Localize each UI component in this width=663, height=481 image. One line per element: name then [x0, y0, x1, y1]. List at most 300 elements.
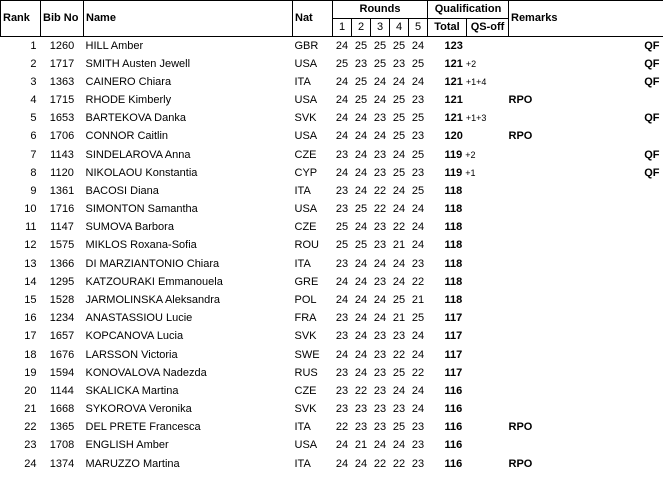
round-5-score-cell: 24: [411, 239, 425, 252]
round-5-score-cell: 23: [411, 439, 425, 452]
total-value: 118: [444, 257, 463, 270]
round-1-score-cell: 24: [335, 166, 349, 179]
round-3-score-cell: 23: [373, 221, 387, 234]
rank-cell: 16: [24, 312, 37, 325]
nation-cell: USA: [294, 130, 318, 143]
total-cell: [428, 437, 509, 455]
rank-cell: 1: [30, 39, 37, 52]
round-2-score-cell: 25: [354, 75, 368, 88]
remark-cell: [509, 73, 605, 91]
round-4-score-cell: 25: [392, 94, 406, 107]
table-row: [1, 273, 663, 291]
total-value: 118: [444, 293, 463, 306]
total-value: 118: [444, 239, 463, 252]
round-5-score-cell: 22: [411, 275, 425, 288]
remark-cell: [509, 400, 605, 418]
round-1-score-cell: 23: [335, 257, 349, 270]
round-4-score-cell: 23: [392, 403, 406, 416]
round-1-score-cell: 23: [335, 184, 349, 197]
remark-cell: [509, 55, 605, 73]
qualified-mark-cell: [605, 328, 663, 346]
table-row: [1, 346, 663, 364]
table-row: [1, 73, 663, 91]
total-cell: [428, 219, 509, 237]
rank-cell: 14: [24, 275, 37, 288]
round-2-score-cell: 24: [354, 112, 368, 125]
table-row: [1, 219, 663, 237]
remark-cell: [509, 346, 605, 364]
nation-cell: ITA: [294, 457, 311, 470]
qs-off-value: +1+3: [465, 113, 487, 124]
total-cell: [428, 382, 509, 400]
qualification-header: Qualification: [428, 1, 509, 19]
remark-cell: [509, 382, 605, 400]
table-row: [1, 291, 663, 309]
table-row: [1, 437, 663, 455]
round-3-score-cell: 22: [373, 457, 387, 470]
nation-cell: CZE: [294, 148, 317, 161]
round-1-header: 1: [333, 19, 352, 37]
total-value: 120: [444, 130, 463, 143]
round-1-score-cell: 24: [335, 112, 349, 125]
round-4-score-cell: 24: [392, 75, 406, 88]
round-4-header: 4: [390, 19, 409, 37]
bib-cell: 1708: [49, 439, 75, 452]
round-3-score-cell: 22: [373, 184, 387, 197]
total-cell: [428, 364, 509, 382]
athlete-name-cell: BARTEKOVA Danka: [85, 112, 186, 125]
total-value: 118: [444, 184, 463, 197]
round-2-score-cell: 24: [354, 221, 368, 234]
rank-cell: 24: [24, 457, 37, 470]
remark-cell: [509, 37, 605, 56]
qualified-mark-cell: [605, 201, 663, 219]
table-row: [1, 37, 663, 56]
round-1-score-cell: 25: [335, 221, 349, 234]
round-1-score-cell: 23: [335, 330, 349, 343]
rank-cell: 20: [24, 384, 37, 397]
round-2-score-cell: 24: [354, 275, 368, 288]
total-cell: [428, 273, 509, 291]
round-3-score-cell: 23: [373, 348, 387, 361]
round-5-score-cell: 25: [411, 312, 425, 325]
round-1-score-cell: 22: [335, 421, 349, 434]
qualified-mark-cell: [605, 437, 663, 455]
round-5-score-cell: 25: [411, 148, 425, 161]
nation-cell: ITA: [294, 421, 311, 434]
athlete-name-cell: LARSSON Victoria: [85, 348, 178, 361]
qualified-mark-cell: [605, 291, 663, 309]
round-3-score-cell: 23: [373, 330, 387, 343]
rank-cell: 10: [24, 203, 37, 216]
qualified-mark-cell: [605, 400, 663, 418]
round-5-score-cell: 23: [411, 421, 425, 434]
table-row: [1, 419, 663, 437]
round-5-score-cell: 22: [411, 366, 425, 379]
total-value: 119: [444, 148, 463, 161]
bib-cell: 1374: [49, 457, 75, 470]
round-2-header: 2: [352, 19, 371, 37]
round-2-score-cell: 24: [354, 293, 368, 306]
bib-cell: 1295: [49, 275, 75, 288]
athlete-name-cell: ANASTASSIOU Lucie: [85, 312, 193, 325]
table-row: [1, 237, 663, 255]
total-cell: [428, 146, 509, 164]
athlete-name-cell: JARMOLINSKA Aleksandra: [85, 293, 221, 306]
bib-cell: 1365: [49, 421, 75, 434]
nation-cell: SVK: [294, 403, 317, 416]
round-1-score-cell: 23: [335, 203, 349, 216]
round-2-score-cell: 24: [354, 257, 368, 270]
round-2-score-cell: 24: [354, 184, 368, 197]
round-1-score-cell: 23: [335, 148, 349, 161]
round-1-score-cell: 24: [335, 94, 349, 107]
qualified-mark-cell: [605, 346, 663, 364]
rank-header: Rank: [1, 1, 41, 37]
athlete-name-cell: SIMONTON Samantha: [85, 203, 198, 216]
round-3-score-cell: 23: [373, 403, 387, 416]
round-3-score-cell: 23: [373, 384, 387, 397]
bib-cell: 1717: [49, 57, 75, 70]
qsoff-header: QS-off: [467, 19, 509, 37]
qualified-mark-cell: QF: [644, 148, 660, 161]
round-5-score-cell: 23: [411, 94, 425, 107]
remark-cell: [509, 328, 605, 346]
athlete-name-cell: SMITH Austen Jewell: [85, 57, 191, 70]
bib-cell: 1144: [50, 384, 74, 397]
round-5-score-cell: 25: [411, 184, 425, 197]
total-value: 117: [444, 330, 463, 343]
remark-cell: [509, 146, 605, 164]
qualified-mark-cell: QF: [644, 75, 660, 88]
bib-cell: 1668: [49, 403, 75, 416]
round-3-score-cell: 24: [373, 75, 387, 88]
athlete-name-cell: HILL Amber: [85, 39, 144, 52]
round-5-score-cell: 24: [411, 348, 425, 361]
bib-cell: 1594: [49, 366, 75, 379]
qualified-mark-cell: QF: [644, 166, 660, 179]
round-5-score-cell: 21: [411, 293, 425, 306]
table-row: [1, 92, 663, 110]
total-cell: [428, 128, 509, 146]
round-1-score-cell: 24: [335, 130, 349, 143]
round-4-score-cell: 25: [392, 366, 406, 379]
round-1-score-cell: 24: [335, 439, 349, 452]
nation-cell: SWE: [294, 348, 320, 361]
round-4-score-cell: 24: [392, 275, 406, 288]
table-row: [1, 255, 663, 273]
total-cell: [428, 164, 509, 182]
nation-cell: ITA: [294, 75, 311, 88]
round-2-score-cell: 24: [354, 366, 368, 379]
nation-cell: CZE: [294, 384, 317, 397]
round-2-score-cell: 23: [354, 421, 368, 434]
round-1-score-cell: 23: [335, 366, 349, 379]
rank-cell: 12: [24, 239, 37, 252]
bib-cell: 1234: [49, 312, 75, 325]
round-4-score-cell: 21: [392, 312, 406, 325]
total-value: 116: [444, 403, 463, 416]
qualified-mark-cell: [605, 382, 663, 400]
remark-cell: [509, 201, 605, 219]
round-5-score-cell: 23: [411, 257, 425, 270]
round-1-score-cell: 24: [335, 457, 349, 470]
round-2-score-cell: 25: [354, 94, 368, 107]
round-3-score-cell: 24: [373, 130, 387, 143]
total-value: 119: [444, 166, 463, 179]
bib-cell: 1575: [49, 239, 75, 252]
total-value: 118: [444, 221, 463, 234]
rank-cell: 17: [24, 330, 37, 343]
qualified-mark-cell: [605, 92, 663, 110]
athlete-name-cell: KOPCANOVA Lucia: [85, 330, 184, 343]
athlete-name-cell: CAINERO Chiara: [85, 75, 172, 88]
round-1-score-cell: 23: [335, 312, 349, 325]
rank-cell: 9: [30, 184, 37, 197]
qualified-mark-cell: [605, 182, 663, 200]
athlete-name-cell: SYKOROVA Veronika: [85, 403, 192, 416]
table-row: [1, 55, 663, 73]
round-4-score-cell: 23: [392, 330, 406, 343]
qualified-mark-cell: QF: [644, 112, 660, 125]
round-2-score-cell: 24: [354, 457, 368, 470]
round-4-score-cell: 24: [392, 384, 406, 397]
round-4-score-cell: 22: [392, 348, 406, 361]
round-5-score-cell: 25: [411, 112, 425, 125]
qs-off-value: +1: [465, 167, 476, 178]
total-cell: [428, 92, 509, 110]
table-row: [1, 364, 663, 382]
total-value: 116: [444, 457, 463, 470]
nation-cell: USA: [294, 203, 318, 216]
athlete-name-cell: BACOSI Diana: [85, 184, 159, 197]
rank-cell: 8: [30, 166, 37, 179]
total-cell: [428, 182, 509, 200]
rank-cell: 21: [24, 403, 37, 416]
round-1-score-cell: 24: [335, 39, 349, 52]
qualified-mark-cell: QF: [644, 39, 660, 52]
table-row: [1, 201, 663, 219]
round-1-score-cell: 23: [335, 403, 349, 416]
round-2-score-cell: 24: [354, 148, 368, 161]
round-2-score-cell: 25: [354, 239, 368, 252]
bib-cell: 1653: [49, 112, 75, 125]
table-row: [1, 146, 663, 164]
qs-off-value: +2: [465, 149, 476, 160]
athlete-name-cell: RHODE Kimberly: [85, 94, 172, 107]
rank-cell: 7: [30, 148, 37, 161]
round-4-score-cell: 25: [392, 166, 406, 179]
qualified-mark-cell: [605, 219, 663, 237]
qualified-mark-cell: [605, 273, 663, 291]
round-3-score-cell: 23: [373, 148, 387, 161]
remarks-header: Remarks: [509, 1, 663, 37]
table-body: [1, 37, 663, 474]
remark-cell: [509, 237, 605, 255]
round-4-score-cell: 24: [392, 203, 406, 216]
round-4-score-cell: 22: [392, 221, 406, 234]
total-cell: [428, 255, 509, 273]
round-4-score-cell: 21: [392, 239, 406, 252]
total-cell: [428, 37, 509, 56]
total-cell: [428, 201, 509, 219]
remark-cell: [509, 310, 605, 328]
round-3-header: 3: [371, 19, 390, 37]
round-3-score-cell: 25: [373, 39, 387, 52]
bib-cell: 1706: [49, 130, 75, 143]
round-2-score-cell: 24: [354, 348, 368, 361]
total-cell: [428, 291, 509, 309]
athlete-name-cell: SKALICKA Martina: [85, 384, 179, 397]
qualified-mark-cell: QF: [644, 57, 660, 70]
qualified-mark-cell: [605, 455, 663, 473]
total-value: 116: [444, 439, 463, 452]
round-5-score-cell: 24: [411, 330, 425, 343]
bib-cell: 1363: [49, 75, 75, 88]
total-value: 117: [444, 348, 463, 361]
round-2-score-cell: 22: [354, 384, 368, 397]
table-row: [1, 400, 663, 418]
round-3-score-cell: 24: [373, 94, 387, 107]
nation-cell: CZE: [294, 221, 317, 234]
athlete-name-cell: CONNOR Caitlin: [85, 130, 169, 143]
qs-off-value: +2: [465, 58, 477, 69]
bib-cell: 1657: [49, 330, 75, 343]
rank-cell: 13: [24, 257, 37, 270]
round-3-score-cell: 23: [373, 166, 387, 179]
remark-cell: RPO: [508, 421, 533, 434]
total-value: 121: [444, 112, 463, 125]
athlete-name-cell: DEL PRETE Francesca: [85, 421, 201, 434]
table-row: [1, 328, 663, 346]
rounds-header: Rounds: [333, 1, 428, 19]
remark-cell: [509, 291, 605, 309]
nation-cell: FRA: [294, 312, 317, 325]
nation-cell: POL: [294, 293, 317, 306]
athlete-name-cell: MARUZZO Martina: [85, 457, 180, 470]
total-header: Total: [428, 19, 467, 37]
remark-cell: RPO: [508, 130, 533, 143]
round-1-score-cell: 24: [335, 275, 349, 288]
bib-header: Bib No: [41, 1, 84, 37]
rank-cell: 18: [24, 348, 37, 361]
total-cell: [428, 328, 509, 346]
round-4-score-cell: 24: [392, 439, 406, 452]
nation-cell: GBR: [294, 39, 319, 52]
bib-cell: 1366: [49, 257, 75, 270]
remark-cell: RPO: [508, 457, 533, 470]
nation-cell: USA: [294, 94, 318, 107]
table-row: [1, 128, 663, 146]
round-3-score-cell: 24: [373, 293, 387, 306]
name-header: Name: [84, 1, 293, 37]
bib-cell: 1715: [49, 94, 75, 107]
round-2-score-cell: 24: [354, 330, 368, 343]
round-5-score-cell: 23: [411, 130, 425, 143]
total-cell: [428, 110, 509, 128]
bib-cell: 1120: [50, 166, 74, 179]
athlete-name-cell: ENGLISH Amber: [85, 439, 169, 452]
rank-cell: 15: [24, 293, 37, 306]
rank-cell: 11: [25, 221, 37, 234]
round-5-score-cell: 24: [411, 39, 425, 52]
round-4-score-cell: 25: [392, 421, 406, 434]
total-value: 121: [444, 57, 463, 70]
nation-cell: SVK: [294, 330, 317, 343]
nation-cell: USA: [294, 439, 318, 452]
round-2-score-cell: 25: [354, 39, 368, 52]
total-value: 117: [444, 312, 463, 325]
round-1-score-cell: 23: [335, 384, 349, 397]
total-cell: [428, 73, 509, 91]
table-header: [1, 1, 663, 37]
qualified-mark-cell: [605, 310, 663, 328]
nation-cell: SVK: [294, 112, 317, 125]
round-4-score-cell: 23: [392, 57, 406, 70]
round-3-score-cell: 22: [373, 203, 387, 216]
round-2-score-cell: 25: [354, 203, 368, 216]
total-cell: [428, 455, 509, 473]
qs-off-value: +1+4: [465, 76, 487, 87]
round-1-score-cell: 25: [335, 57, 349, 70]
nation-cell: GRE: [294, 275, 319, 288]
athlete-name-cell: DI MARZIANTONIO Chiara: [85, 257, 220, 270]
total-value: 116: [444, 421, 463, 434]
remark-cell: [509, 273, 605, 291]
bib-cell: 1528: [49, 293, 75, 306]
round-4-score-cell: 24: [392, 257, 406, 270]
total-cell: [428, 310, 509, 328]
round-1-score-cell: 24: [335, 348, 349, 361]
round-1-score-cell: 24: [335, 293, 349, 306]
table-row: [1, 382, 663, 400]
qualified-mark-cell: [605, 364, 663, 382]
qualified-mark-cell: [605, 128, 663, 146]
bib-cell: 1676: [49, 348, 75, 361]
total-value: 121: [444, 75, 463, 88]
remark-cell: RPO: [508, 94, 533, 107]
rank-cell: 3: [30, 75, 37, 88]
rank-cell: 6: [30, 130, 37, 143]
athlete-name-cell: NIKOLAOU Konstantia: [85, 166, 198, 179]
total-value: 123: [444, 39, 463, 52]
athlete-name-cell: MIKLOS Roxana-Sofia: [85, 239, 197, 252]
total-value: 121: [444, 94, 463, 107]
athlete-name-cell: KATZOURAKI Emmanouela: [85, 275, 223, 288]
round-2-score-cell: 24: [354, 166, 368, 179]
bib-cell: 1361: [49, 184, 75, 197]
remark-cell: [509, 364, 605, 382]
bib-cell: 1716: [49, 203, 75, 216]
round-1-score-cell: 25: [335, 239, 349, 252]
round-3-score-cell: 23: [373, 366, 387, 379]
total-value: 117: [444, 366, 463, 379]
remark-cell: [509, 437, 605, 455]
total-cell: [428, 346, 509, 364]
round-1-score-cell: 24: [335, 75, 349, 88]
bib-cell: 1143: [50, 148, 74, 161]
round-3-score-cell: 23: [373, 112, 387, 125]
round-4-score-cell: 25: [392, 130, 406, 143]
table-row: [1, 164, 663, 182]
rank-cell: 22: [24, 421, 37, 434]
round-5-score-cell: 24: [411, 203, 425, 216]
round-5-score-cell: 23: [411, 166, 425, 179]
remark-cell: [509, 219, 605, 237]
round-2-score-cell: 23: [354, 403, 368, 416]
remark-cell: [509, 164, 605, 182]
table-row: [1, 110, 663, 128]
